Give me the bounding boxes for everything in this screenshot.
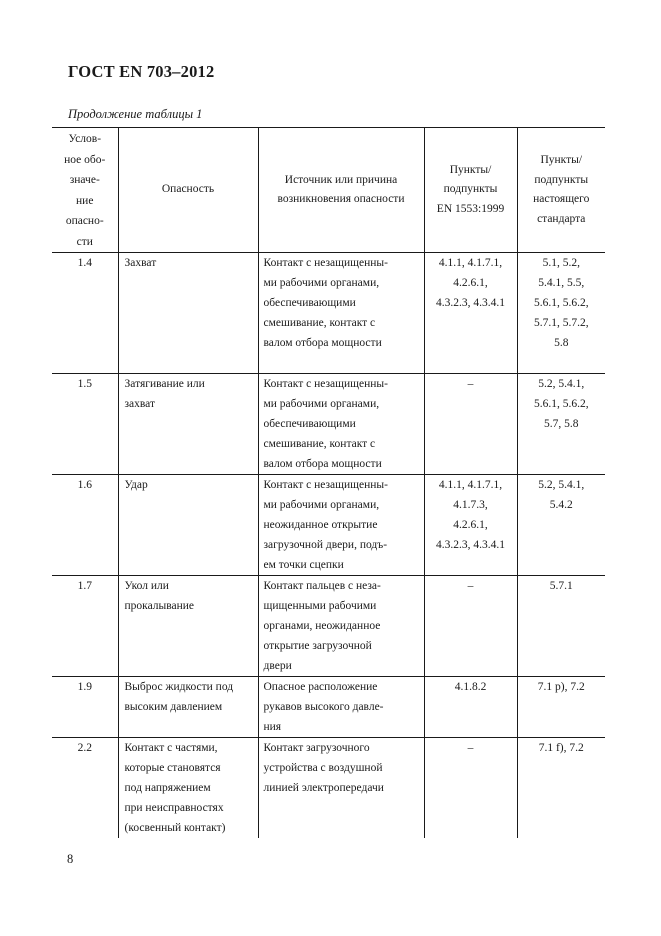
- cell-std-clauses: 5.2, 5.4.1, 5.4.2: [538, 479, 585, 511]
- cell-std-clauses: 5.1, 5.2, 5.4.1, 5.5, 5.6.1, 5.6.2, 5.7.1, 5.7.2, 5.8: [533, 257, 589, 349]
- table-row: [52, 576, 605, 677]
- cell-en-clauses: –: [424, 576, 517, 677]
- cell-en-clauses: 4.1.1, 4.1.7.1, 4.1.7.3, 4.2.6.1, 4.3.2.3, 4.3.4.1: [424, 475, 517, 576]
- cell-code: 1.9: [52, 677, 118, 738]
- cell-hazard: Контакт с частями, которые становятся под напряжением при неисправностях (косвенный контакт): [118, 738, 258, 839]
- table-header-row: [52, 128, 605, 253]
- cell-std-clauses: 5.7.1: [549, 580, 573, 592]
- cell-source: Контакт загрузочного устройства с воздушной линией электропередачи: [258, 738, 424, 839]
- cell-code: 1.6: [52, 475, 118, 576]
- cell-en-clauses: –: [424, 738, 517, 839]
- cell-en-clauses: –: [424, 374, 517, 475]
- table-row: [52, 738, 605, 839]
- table-row: [52, 374, 605, 475]
- header-source: Источник или причина возникновения опасности: [258, 128, 424, 253]
- header-en-clauses: Пункты/ подпункты EN 1553:1999: [424, 128, 517, 253]
- cell-std-clauses: 7.1 f), 7.2: [538, 742, 584, 754]
- page-number: 8: [67, 852, 74, 866]
- cell-std-clauses: 5.2, 5.4.1, 5.6.1, 5.6.2, 5.7, 5.8: [533, 378, 589, 430]
- cell-hazard: Укол или прокалывание: [118, 576, 258, 677]
- header-hazard: Опасность: [118, 128, 258, 253]
- cell-std-clauses: 7.1 p), 7.2: [537, 681, 585, 693]
- cell-hazard: Выброс жидкости под высоким давлением: [118, 677, 258, 738]
- cell-en-clauses: 4.1.8.2: [424, 677, 517, 738]
- cell-source: Опасное расположение рукавов высокого давле- ния: [258, 677, 424, 738]
- cell-hazard: Захват: [118, 253, 258, 374]
- cell-hazard: Затягивание или захват: [118, 374, 258, 475]
- cell-source: Контакт с незащищенны- ми рабочими органами, неожиданное открытие загрузочной двери, подъ- ем точки сцепки: [258, 475, 424, 576]
- cell-hazard: Удар: [118, 475, 258, 576]
- table-row: [52, 253, 605, 374]
- cell-code: 2.2: [52, 738, 118, 839]
- cell-code: 1.4: [52, 253, 118, 374]
- table-row: [52, 677, 605, 738]
- cell-code: 1.5: [52, 374, 118, 475]
- document-title: ГОСТ EN 703–2012: [68, 62, 215, 81]
- cell-en-clauses: 4.1.1, 4.1.7.1, 4.2.6.1, 4.3.2.3, 4.3.4.1: [424, 253, 517, 374]
- header-std-clauses: Пункты/ подпункты настоящего стандарта: [517, 128, 605, 253]
- cell-source: Контакт с незащищенны- ми рабочими органами, обеспечивающими смешивание, контакт с валом отбора мощности: [258, 253, 424, 374]
- table-row: [52, 475, 605, 576]
- table-caption: Продолжение таблицы 1: [68, 107, 203, 121]
- header-code: Услов- ное обо- значе- ние опасно- сти: [52, 128, 118, 253]
- hazard-table: [52, 127, 605, 838]
- cell-source: Контакт с незащищенны- ми рабочими органами, обеспечивающими смешивание, контакт с валом отбора мощности: [258, 374, 424, 475]
- cell-code: 1.7: [52, 576, 118, 677]
- cell-source: Контакт пальцев с неза- щищенными рабочими органами, неожиданное открытие загрузочной двери: [258, 576, 424, 677]
